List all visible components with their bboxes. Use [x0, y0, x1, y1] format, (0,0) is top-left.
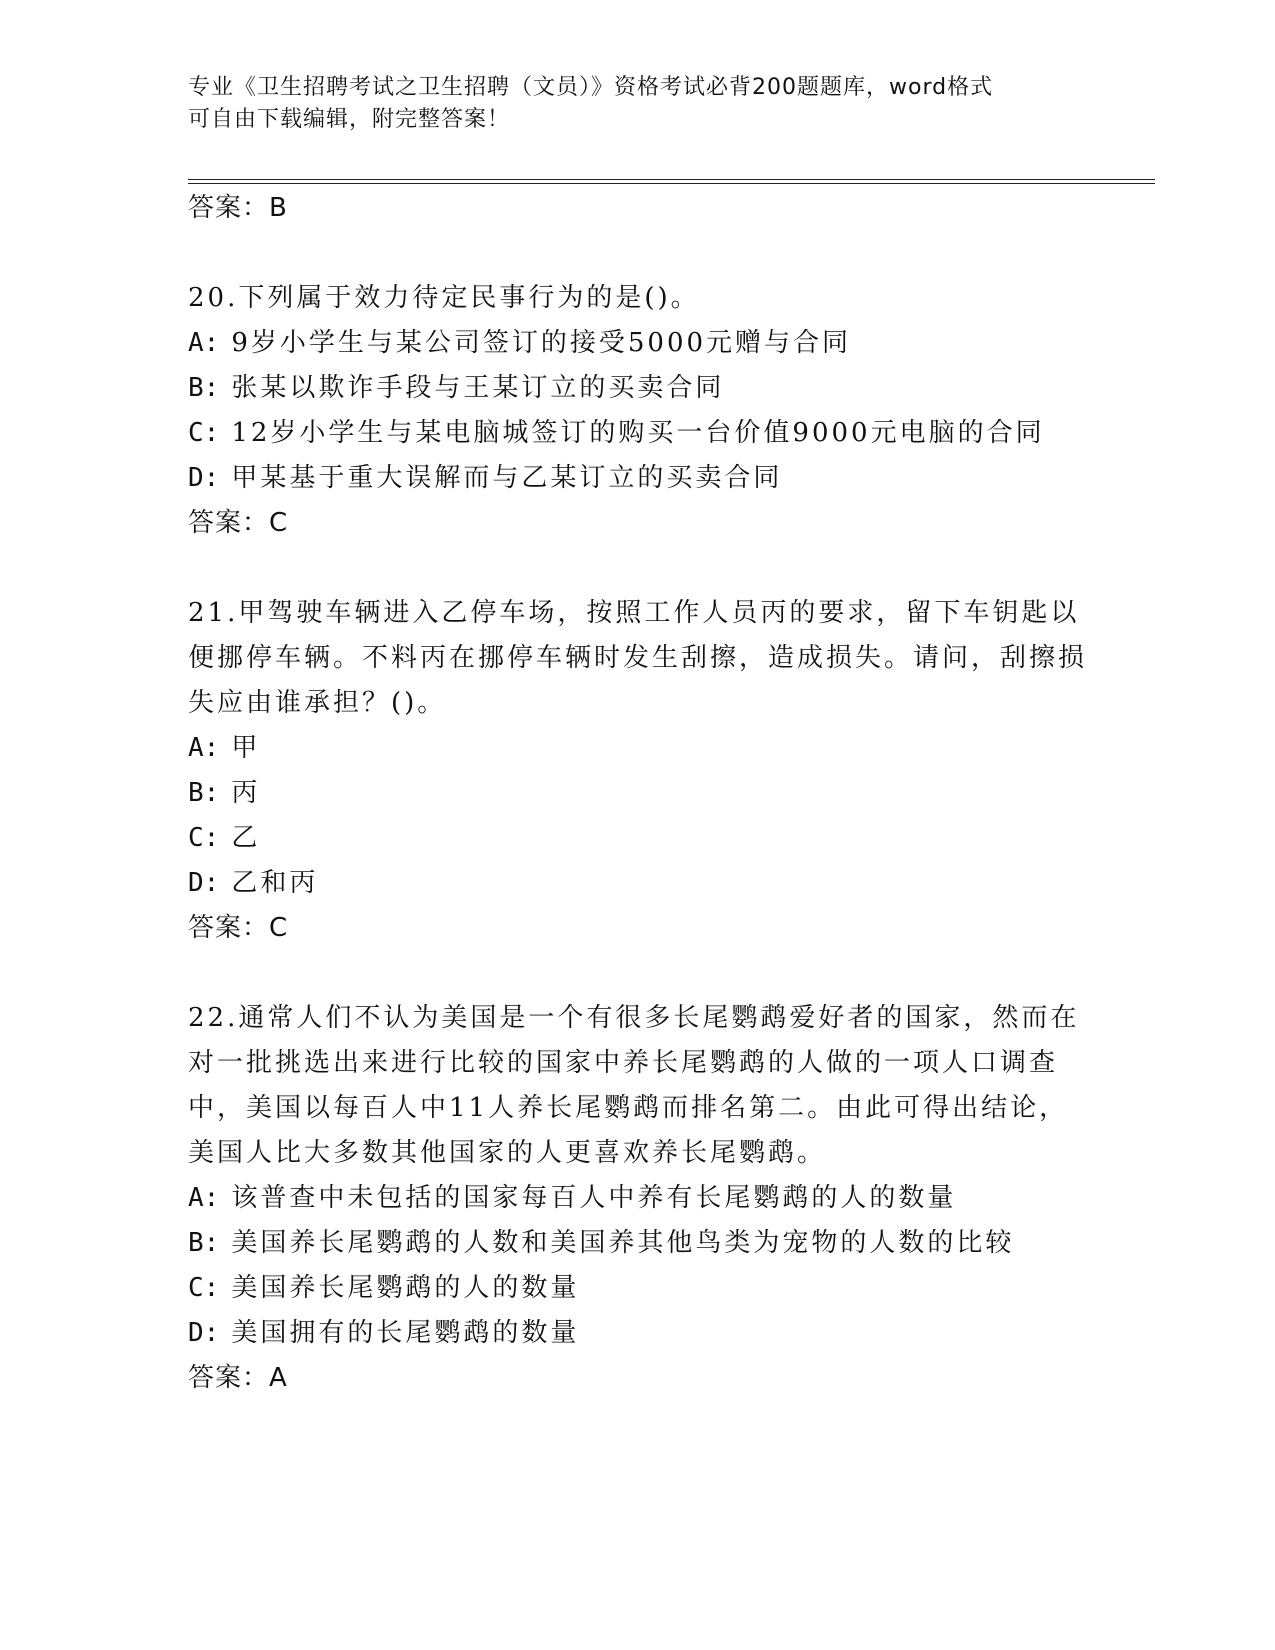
option-c: C: 乙 [188, 823, 261, 853]
header-line-2: 可自由下载编辑，附完整答案！ [188, 107, 511, 132]
option-a: A: 该普查中未包括的国家每百人中养有长尾鹦鹉的人的数量 [188, 1183, 957, 1213]
answer-line [188, 501, 1088, 546]
option-b: B: 丙 [188, 778, 261, 808]
question-20 [188, 276, 1088, 546]
document-body [188, 186, 1088, 1401]
question-stem: 22.通常人们不认为美国是一个有很多长尾鹦鹉爱好者的国家，然而在对一批挑选出来进行比较的国家中养长尾鹦鹉的人做的一项人口调查中，美国以每百人中11人养长尾鹦鹉而排名第二。由此可得出结论，美国人比大多数其他国家的人更喜欢养长尾鹦鹉。 [188, 1003, 1080, 1168]
answer-value: A [269, 1363, 288, 1393]
option-a: A: 9岁小学生与某公司签订的接受5000元赠与合同 [188, 328, 852, 358]
option-c: C: 美国养长尾鹦鹉的人的数量 [188, 1273, 580, 1303]
question-stem: 21.甲驾驶车辆进入乙停车场，按照工作人员丙的要求，留下车钥匙以便挪停车辆。不料丙在挪停车辆时发生刮擦，造成损失。请问，刮擦损失应由谁承担？()。 [188, 598, 1088, 718]
answer-line [188, 906, 1088, 951]
question-stem: 20.下列属于效力待定民事行为的是()。 [188, 283, 700, 313]
question-22 [188, 996, 1088, 1401]
option-d: D: 乙和丙 [188, 868, 319, 898]
answer-label: 答案： [188, 193, 270, 223]
answer-label: 答案： [188, 508, 270, 538]
header-line-1: 专业《卫生招聘考试之卫生招聘（文员）》资格考试必背200题题库，word格式 [188, 75, 994, 100]
answer-label: 答案： [188, 1363, 270, 1393]
answer-value: C [269, 913, 289, 943]
answer-line-prev [188, 186, 1088, 231]
option-b: B: 张某以欺诈手段与王某订立的买卖合同 [188, 373, 725, 403]
answer-line [188, 1356, 1088, 1401]
option-d: D: 甲某基于重大误解而与乙某订立的买卖合同 [188, 463, 783, 493]
option-d: D: 美国拥有的长尾鹦鹉的数量 [188, 1318, 580, 1348]
option-c: C: 12岁小学生与某电脑城签订的购买一台价值9000元电脑的合同 [188, 418, 1045, 448]
option-a: A: 甲 [188, 733, 261, 763]
header-divider [188, 179, 1155, 184]
answer-label: 答案： [188, 913, 270, 943]
answer-value: C [269, 508, 289, 538]
document-header [188, 72, 1068, 136]
answer-value: B [269, 193, 288, 223]
option-b: B: 美国养长尾鹦鹉的人数和美国养其他鸟类为宠物的人数的比较 [188, 1228, 1015, 1258]
question-21 [188, 591, 1088, 951]
